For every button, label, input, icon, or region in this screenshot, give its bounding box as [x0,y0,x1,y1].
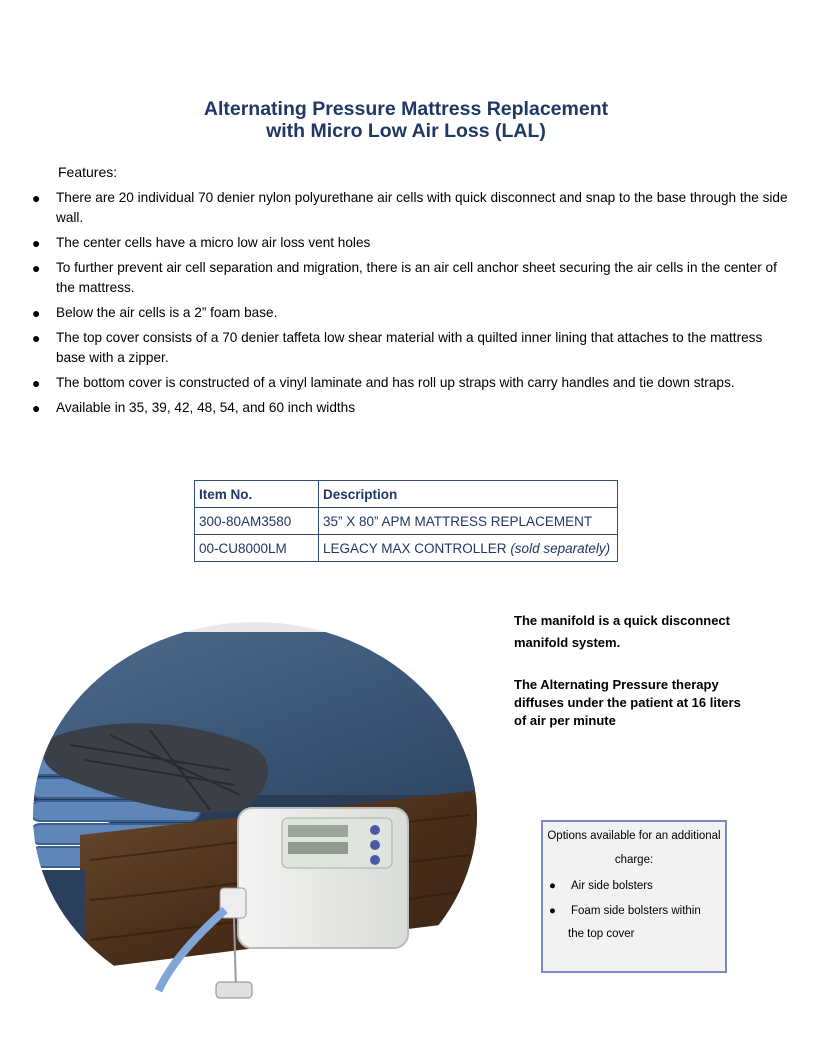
options-box [541,820,727,973]
feature-item [0,303,790,323]
item-number: 00-CU8000LM [195,535,319,562]
bullet-icon: ● [549,905,556,917]
bullet-icon: ● [32,190,41,206]
item-description: 35” X 80” APM MATTRESS REPLACEMENT [319,508,618,535]
bullet-icon: ● [32,235,41,251]
options-list [543,874,725,924]
bullet-icon: ● [32,330,41,346]
feature-text: There are 20 individual 70 denier nylon polyurethane air cells with quick disconnect and snap to the base through the side wall. [56,190,788,225]
bullet-icon: ● [32,305,41,321]
feature-item [0,373,790,393]
feature-item [0,188,790,228]
option-continuation: the top cover [568,928,635,940]
title-line-2: with Micro Low Air Loss (LAL) [266,120,546,142]
bullet-icon: ● [549,880,556,892]
option-item: ● Air side bolsters [543,874,725,899]
table-row [195,508,618,535]
header-description: Description [319,481,618,508]
option-item: ● Foam side bolsters within [543,899,725,924]
page-title [0,98,812,142]
bullet-icon: ● [32,375,41,391]
feature-text: Below the air cells is a 2” foam base. [56,305,278,320]
feature-item [0,328,790,368]
product-photo [30,620,480,1012]
feature-text: To further prevent air cell separation and migration, there is an air cell anchor sheet securing the air cells in the center of the mattress. [56,260,777,295]
manifold-note: The manifold is a quick disconnect manifold system. [514,613,730,650]
item-number: 300-80AM3580 [195,508,319,535]
table-header-row [195,481,618,508]
therapy-note: The Alternating Pressure therapy diffuses under the patient at 16 liters of air per minute [514,677,741,728]
title-line-1: Alternating Pressure Mattress Replacement [203,98,609,120]
feature-item [0,258,790,298]
feature-item [0,233,790,253]
feature-text: The bottom cover is constructed of a vinyl laminate and has roll up straps with carry handles and tie down straps. [56,375,735,390]
feature-text: The center cells have a micro low air loss vent holes [56,235,371,250]
table-row [195,535,618,562]
bullet-icon: ● [32,400,41,416]
features-list [0,188,790,423]
item-note: (sold separately) [510,540,611,556]
feature-text: Available in 35, 39, 42, 48, 54, and 60 inch widths [56,400,356,415]
product-table [194,480,618,562]
item-description: LEGACY MAX CONTROLLER (sold separately) [319,535,618,562]
options-intro: Options available for an additional charge: [547,830,721,866]
feature-item [0,398,790,418]
features-label: Features: [58,164,118,180]
bullet-icon: ● [32,260,41,276]
feature-text: The top cover consists of a 70 denier taffeta low shear material with a quilted inner lining that attaches to the mattress base with a zipper. [56,330,763,365]
header-item-no: Item No. [195,481,319,508]
mattress-illustration [30,620,480,1012]
